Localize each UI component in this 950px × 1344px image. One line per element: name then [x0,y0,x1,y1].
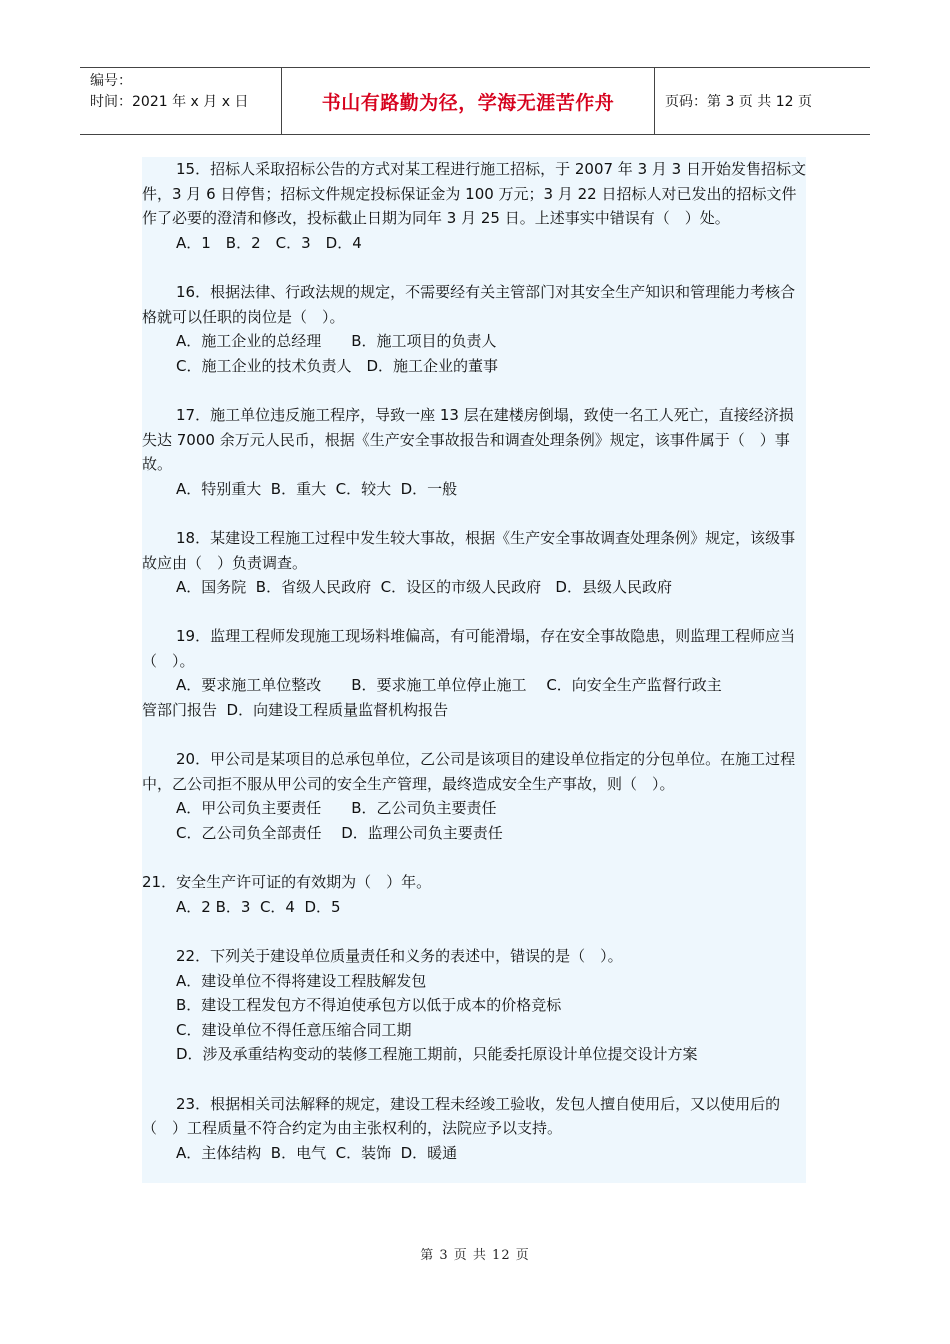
question-options-continuation: 管部门报告 D．向建设工程质量监督机构报告 [142,701,449,720]
question-stem: 18．某建设工程施工过程中发生较大事故，根据《生产安全事故调查处理条例》规定，该级事故应由（ ）负责调查。 [142,528,796,572]
question-options: C．施工企业的技术负责人 D．施工企业的董事 [176,356,499,375]
question-options: B．建设工程发包方不得迫使承包方以低于成本的价格竞标 [176,996,562,1015]
question-list [142,157,806,1183]
question-item [142,157,806,255]
question-item [142,624,806,722]
question-options: A．要求施工单位整改 B．要求施工单位停止施工 C．向安全生产监督行政主 [176,676,722,695]
question-options: A．施工企业的总经理 B．施工项目的负责人 [176,332,497,351]
question-options: C．建设单位不得任意压缩合同工期 [176,1020,412,1039]
question-stem: 17．施工单位违反施工程序，导致一座 13 层在建楼房倒塌，致使一名工人死亡，直接经济损失达 7000 余万元人民币，根据《生产安全事故报告和调查处理条例》规定，该事件属于（ ）事故。 [142,405,794,474]
header-motto: 书山有路勤为径，学海无涯苦作舟 [282,68,655,134]
question-options: A．1 B．2 C．3 D．4 [176,233,362,252]
question-options: A．甲公司负主要责任 B．乙公司负主要责任 [176,799,497,818]
question-options: D．涉及承重结构变动的装修工程施工期前，只能委托原设计单位提交设计方案 [176,1045,698,1064]
header-page-label: 页码：第 3 页 共 12 页 [665,94,812,110]
question-item [142,870,806,919]
question-item [142,280,806,378]
page-header [80,67,870,135]
question-options: A．国务院 B．省级人民政府 C．设区的市级人民政府 D．县级人民政府 [176,578,672,597]
question-item [142,526,806,600]
question-stem: 21．安全生产许可证的有效期为（ ）年。 [142,873,432,892]
question-item [142,403,806,501]
question-item [142,944,806,1067]
question-stem: 22．下列关于建设单位质量责任和义务的表述中，错误的是（ ）。 [176,947,623,965]
question-stem: 16．根据法律、行政法规的规定，不需要经有关主管部门对其安全生产知识和管理能力考核合格就可以任职的岗位是（ ）。 [142,282,796,326]
question-options: C．乙公司负全部责任 D．监理公司负主要责任 [176,824,503,843]
question-stem: 20．甲公司是某项目的总承包单位，乙公司是该项目的建设单位指定的分包单位。在施工过程中，乙公司拒不服从甲公司的安全生产管理，最终造成安全生产事故，则（ ）。 [142,750,796,793]
document-date-label: 时间：2021 年 x 月 x 日 [90,94,249,110]
question-item [142,1092,806,1166]
question-stem: 19．监理工程师发现施工现场料堆偏高，有可能滑塌，存在安全事故隐患，则监理工程师应当（ ）。 [142,627,796,670]
question-stem: 23．根据相关司法解释的规定，建设工程未经竣工验收，发包人擅自使用后，又以使用后的（ ）工程质量不符合约定为由主张权利的，法院应予以支持。 [142,1094,781,1138]
question-options: A．2 B．3 C．4 D．5 [176,897,341,916]
question-stem: 15．招标人采取招标公告的方式对某工程进行施工招标，于 2007 年 3 月 3 日开始发售招标文件，3 月 6 日停售；招标文件规定投标保证金为 100 万元；3 月 22 日招标人对已发出的招标文件作了必要的澄清和修改，投标截止日期为同年 3 月 25 日。上述事实中错误有（ ）处。 [142,160,806,228]
question-options: A．主体结构 B．电气 C．装饰 D．暖通 [176,1143,458,1162]
header-meta [80,68,282,134]
question-options: A．特别重大 B．重大 C．较大 D．一般 [176,479,458,498]
question-options: A．建设单位不得将建设工程肢解发包 [176,971,427,990]
document-number-label: 编号： [90,73,132,89]
page-footer: 第 3 页 共 12 页 [420,1248,530,1263]
question-item [142,747,806,845]
